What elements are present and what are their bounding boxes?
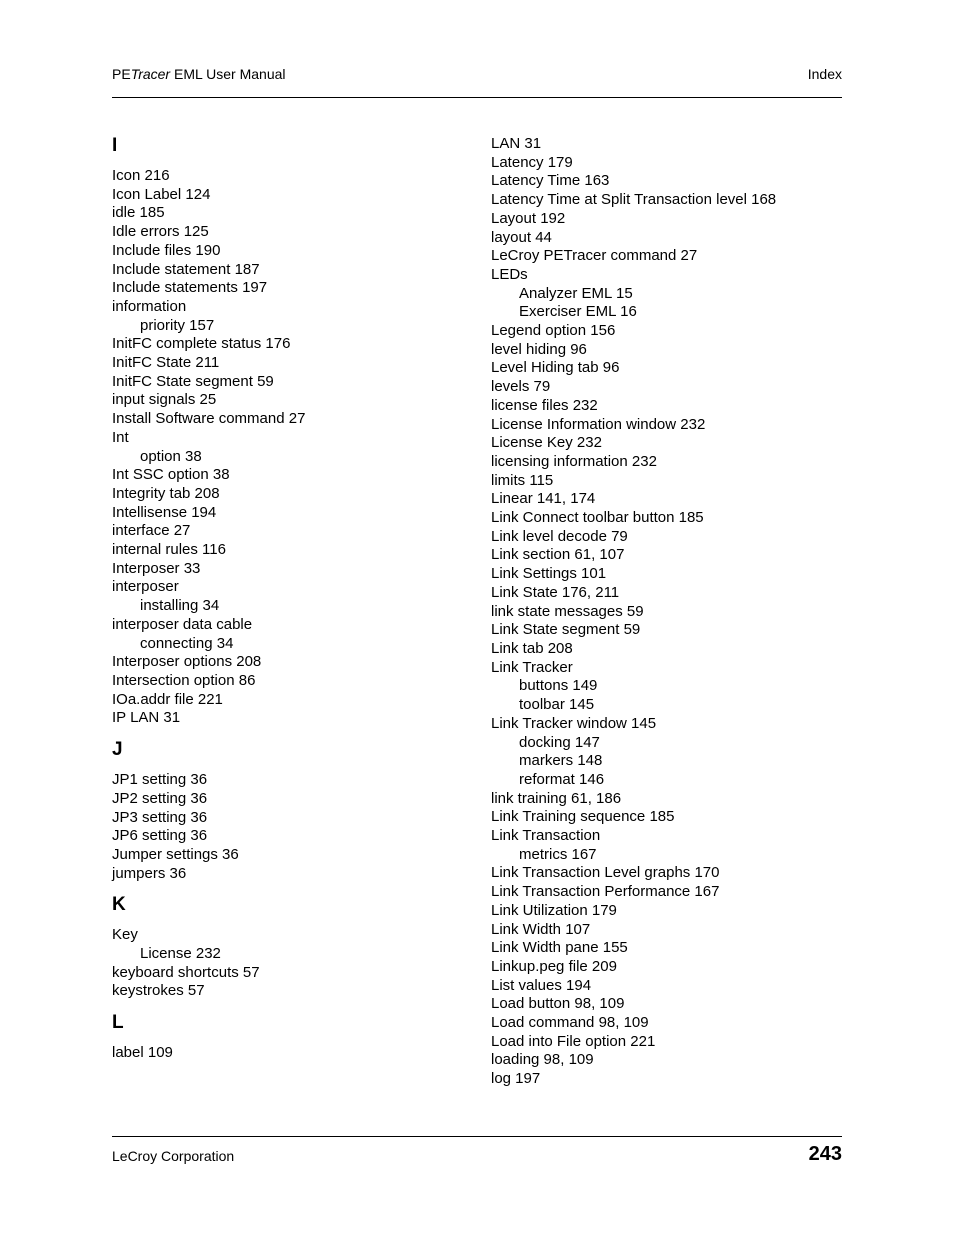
index-entry: limits 115 (491, 471, 554, 489)
section-letter-l: L (112, 1012, 124, 1034)
index-entry: Level Hiding tab 96 (491, 359, 620, 377)
index-entry: Latency Time 163 (491, 172, 610, 190)
index-entry: license files 232 (491, 396, 598, 414)
index-entry: Load into File option 221 (491, 1032, 656, 1050)
index-entry: Link Training sequence 185 (491, 808, 675, 826)
index-entry: keystrokes 57 (112, 982, 205, 1000)
header-rule (112, 97, 842, 98)
index-subentry: toolbar 145 (519, 696, 595, 714)
index-entry: List values 194 (491, 976, 592, 994)
index-entry: information (112, 297, 187, 315)
index-entry: Interposer options 208 (112, 653, 262, 671)
index-entry: Jumper settings 36 (112, 845, 239, 863)
index-entry: LAN 31 (491, 135, 542, 152)
index-entry: Link section 61, 107 (491, 546, 625, 564)
index-entry: JP2 setting 36 (112, 789, 208, 807)
index-entry: LeCroy PETracer command 27 (491, 247, 698, 265)
index-entry: interposer (112, 578, 179, 596)
index-entry: Icon 216 (112, 167, 170, 184)
index-entry: Link Width 107 (491, 920, 591, 938)
index-subentry: option 38 (140, 447, 202, 465)
index-subentry: License 232 (140, 945, 221, 963)
index-entry: Intersection option 86 (112, 671, 256, 689)
index-entry: Link Utilization 179 (491, 901, 617, 919)
footer-company: LeCroy Corporation (112, 1148, 235, 1164)
index-entry: jumpers 36 (112, 864, 187, 882)
index-entry: License Key 232 (491, 434, 602, 452)
index-entry: JP6 setting 36 (112, 827, 208, 845)
index-subentry: reformat 146 (519, 770, 605, 788)
index-entry: input signals 25 (112, 391, 217, 409)
index-entry: InitFC State 211 (112, 354, 220, 372)
index-entry: InitFC complete status 176 (112, 335, 291, 353)
index-entry: level hiding 96 (491, 340, 587, 358)
index-subentry: metrics 167 (519, 845, 597, 863)
index-entry: Integrity tab 208 (112, 484, 220, 502)
index-column-left (112, 135, 462, 1063)
section-j-entries (112, 771, 462, 883)
index-entry: internal rules 116 (112, 541, 226, 559)
index-subentry: priority 157 (140, 316, 215, 334)
index-entry: Include files 190 (112, 241, 221, 259)
index-entry: label 109 (112, 1044, 173, 1062)
index-entry: keyboard shortcuts 57 (112, 963, 260, 981)
index-entry: Link Transaction (491, 827, 601, 845)
section-letter-j: J (112, 739, 123, 761)
index-entry: Intellisense 194 (112, 503, 217, 521)
index-entry: Include statements 197 (112, 279, 268, 297)
index-entry: link state messages 59 (491, 602, 644, 620)
index-entry: layout 44 (491, 228, 552, 246)
page-number: 243 (808, 1143, 842, 1165)
index-entry: Link Transaction Level graphs 170 (491, 864, 720, 882)
index-entry: Interposer 33 (112, 559, 201, 577)
index-entry: Latency Time at Split Transaction level 168 (491, 191, 777, 209)
index-entry: Link State segment 59 (491, 621, 641, 639)
section-letter-i: I (112, 135, 118, 156)
index-entry: Layout 192 (491, 209, 566, 227)
index-entry: LEDs (491, 265, 528, 283)
index-subentry: docking 147 (519, 733, 600, 751)
index-entry: Link level decode 79 (491, 527, 628, 545)
index-entry: Icon Label 124 (112, 185, 211, 203)
section-l-entries (112, 1044, 462, 1063)
index-entry: License Information window 232 (491, 415, 706, 433)
index-subentry: connecting 34 (140, 634, 234, 652)
index-entry: InitFC State segment 59 (112, 372, 274, 390)
index-entry: Link Transaction Performance 167 (491, 883, 720, 901)
index-entry: Link State 176, 211 (491, 583, 620, 601)
index-entry: Key (112, 926, 138, 944)
index-entry: Link Tracker window 145 (491, 714, 657, 732)
index-entry: IOa.addr file 221 (112, 690, 223, 708)
index-subentry: installing 34 (140, 597, 220, 615)
index-entry: JP3 setting 36 (112, 808, 208, 826)
index-entry: idle 185 (112, 204, 165, 222)
index-entry: Int (112, 428, 129, 446)
index-entry: Link Tracker (491, 658, 573, 676)
index-entry: interposer data cable (112, 615, 253, 633)
section-i-entries (112, 167, 462, 728)
index-entry: IP LAN 31 (112, 709, 181, 727)
index-entry: interface 27 (112, 522, 191, 540)
index-entry: Legend option 156 (491, 322, 616, 340)
index-entry: Linkup.peg file 209 (491, 957, 617, 975)
index-entry: Link tab 208 (491, 639, 573, 657)
index-entry: JP1 setting 36 (112, 771, 208, 789)
index-entry: Link Width pane 155 (491, 939, 628, 957)
index-subentry: Exerciser EML 16 (519, 303, 637, 321)
index-entry: Idle errors 125 (112, 223, 209, 241)
index-entry: Link Settings 101 (491, 565, 607, 583)
index-subentry: buttons 149 (519, 677, 598, 695)
index-entry: Load button 98, 109 (491, 995, 625, 1013)
index-entry: Link Connect toolbar button 185 (491, 509, 704, 527)
index-subentry: markers 148 (519, 752, 603, 770)
running-header-title: PETracer EML User Manual (112, 66, 286, 82)
index-entry: licensing information 232 (491, 452, 657, 470)
index-entry: link training 61, 186 (491, 789, 622, 807)
footer-rule (112, 1136, 842, 1137)
index-subentry: Analyzer EML 15 (519, 284, 633, 302)
index-entry: Latency 179 (491, 153, 573, 171)
running-header-section: Index (807, 66, 842, 82)
index-entry: Install Software command 27 (112, 410, 306, 428)
index-entry: levels 79 (491, 378, 551, 396)
index-entry: Include statement 187 (112, 260, 260, 278)
index-entry: log 197 (491, 1070, 541, 1088)
section-k-entries (112, 926, 462, 1001)
index-entry: Load command 98, 109 (491, 1014, 649, 1032)
index-entry: Linear 141, 174 (491, 490, 596, 508)
index-entry: loading 98, 109 (491, 1051, 594, 1069)
index-column-right (491, 135, 841, 1089)
index-entry: Int SSC option 38 (112, 466, 230, 484)
section-letter-k: K (112, 894, 126, 916)
